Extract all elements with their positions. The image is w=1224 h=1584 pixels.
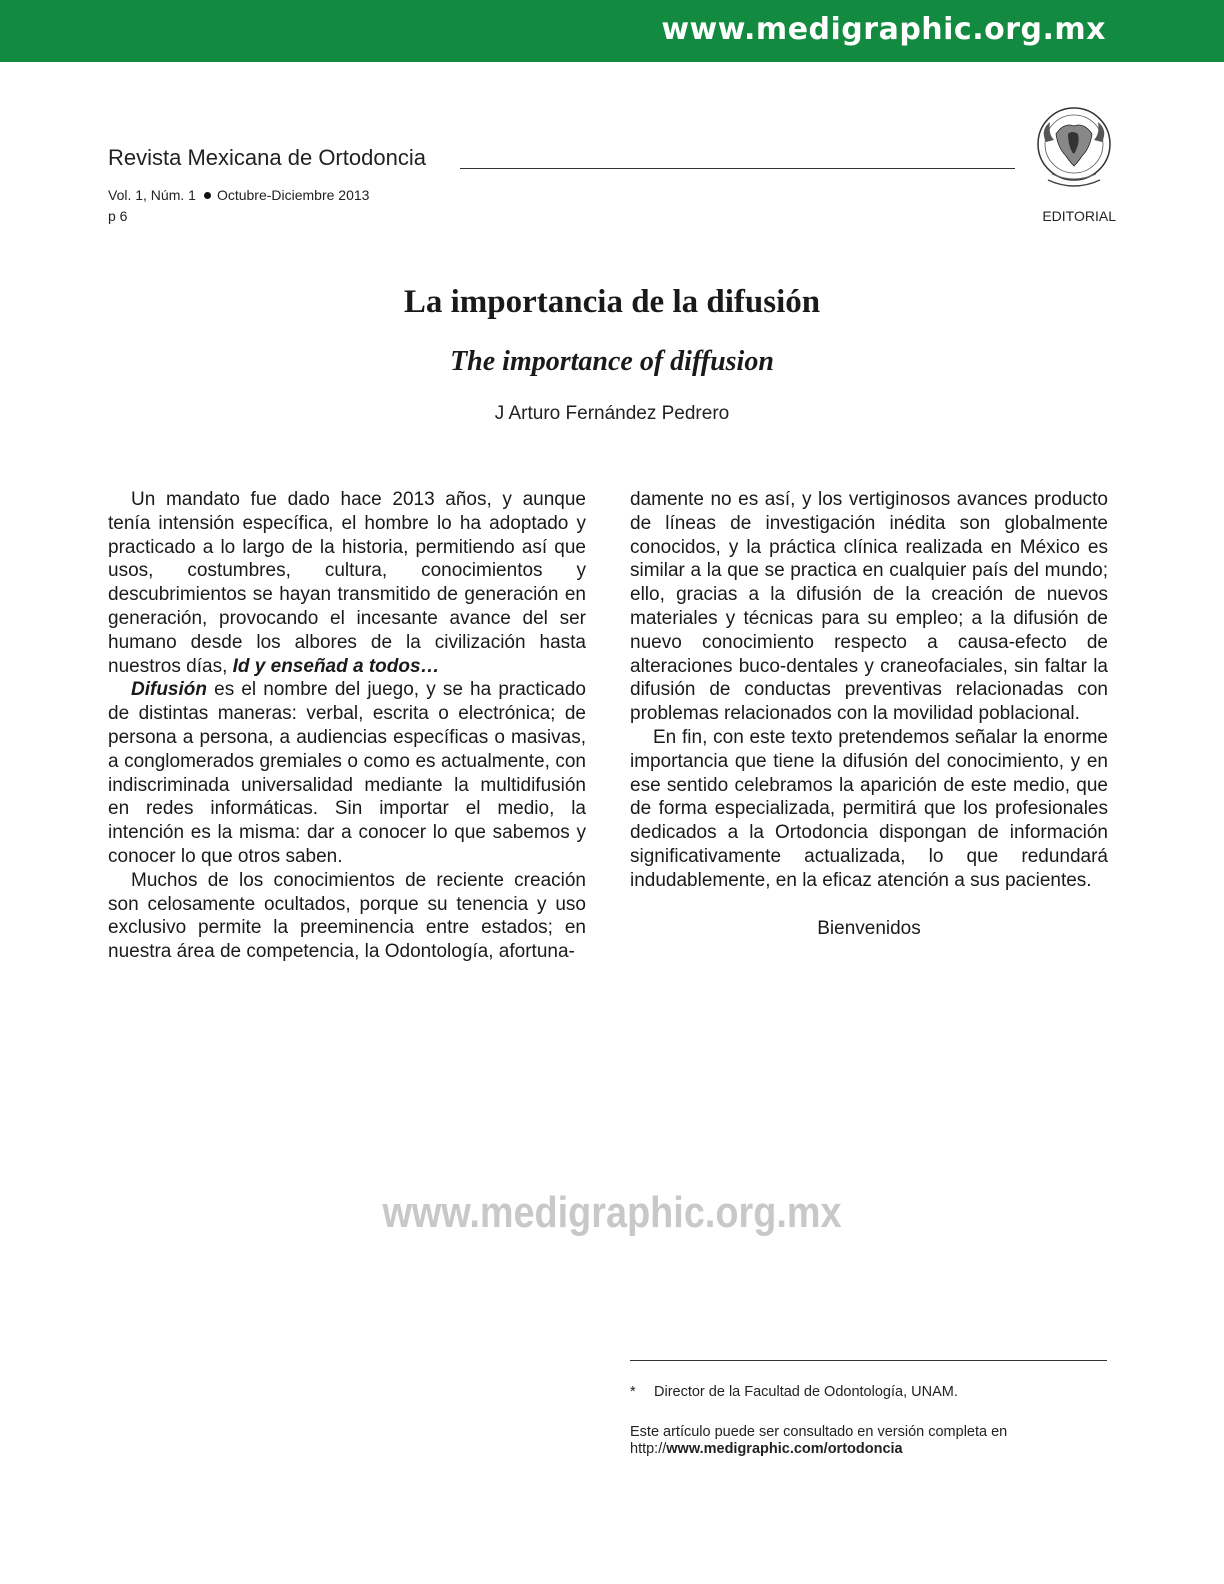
journal-title: Revista Mexicana de Ortodoncia xyxy=(108,145,426,170)
section-label: EDITORIAL xyxy=(1042,208,1116,224)
watermark: www.medigraphic.org.mx xyxy=(382,1188,842,1237)
consult-prefix: http:// xyxy=(630,1441,667,1457)
footnote-text: Director de la Facultad de Odontología, UNAM. xyxy=(654,1384,958,1400)
paragraph-3: Muchos de los conocimientos de reciente creación son celosamente ocultados, porque su tenencia y uso exclusivo permite la preeminencia entre estados; en nuestra área de competencia, la Odontología, afortuna- xyxy=(108,869,586,963)
article-title: La importancia de la difusión xyxy=(403,284,821,320)
bullet-icon xyxy=(204,192,211,199)
page-number: p 6 xyxy=(108,208,128,224)
body-column-right xyxy=(630,488,1108,940)
closing-line: Bienvenidos xyxy=(817,917,921,939)
consult-note xyxy=(630,1424,1107,1458)
paragraph-3-continued: damente no es así, y los vertiginosos avances producto de líneas de investigación inédita son globalmente conocidos, y la práctica clínica realizada en México es similar a la que se practica en cualquier país del mundo; ello, gracias a la difusión de la creación de nuevos materiales y técnicas para su empleo; a la difusión de nuevo conocimiento respecto a causa-efecto de alteraciones buco-dentales y craneofaciales, sin faltar la difusión de conductas preventivas relacionadas con problemas relacionados con la movilidad poblacional. xyxy=(630,489,1108,725)
paragraph-4: En fin, con este texto pretendemos señalar la enorme importancia que tiene la difusión del conocimiento, y en ese sentido celebramos la aparición de este medio, que de forma especializada, permitirá que los profesionales dedicados a la Ortodoncia dispongan de información significativamente actualizada, lo que redundará indudablemente, en la eficaz atención a sus pacientes. xyxy=(630,726,1108,891)
volume-line xyxy=(108,187,369,203)
footnote-rule xyxy=(630,1360,1107,1361)
consult-url-link[interactable]: www.medigraphic.com/ortodoncia xyxy=(666,1441,903,1457)
article-author: J Arturo Fernández Pedrero xyxy=(494,403,730,424)
paragraph-1: Un mandato fue dado hace 2013 años, y aunque tenía intensión específica, el hombre lo ha adoptado y practicado a lo largo de la historia, permitiendo así que usos, costumbres, cultura, conocimientos y descubrimientos se hayan transmitido de generación en generación, provocando el incesante avance del ser humano desde los albores de la civilización hasta nuestros días, Id y enseñad a todos… xyxy=(108,489,586,677)
emphasis-text: Id y enseñad a todos… xyxy=(232,655,440,677)
top-banner xyxy=(0,0,1224,62)
volume-number: Vol. 1, Núm. 1 xyxy=(108,187,196,203)
emphasis-text: Difusión xyxy=(131,679,207,701)
paragraph-2: Difusión es el nombre del juego, y se ha practicado de distintas maneras: verbal, escrita o electrónica; de persona a persona, a audiencias específicas o masivas, a conglomerados gremiales o como es actualmente, con indiscriminada universalidad mediante la multidifusión en redes informáticas. Sin importar el medio, la intención es la misma: dar a conocer lo que sabemos y conocer lo que otros saben. xyxy=(108,679,586,867)
footnote xyxy=(630,1384,958,1400)
body-column-left xyxy=(108,488,586,964)
article-subtitle: The importance of diffusion xyxy=(450,346,774,377)
consult-text: Este artículo puede ser consultado en versión completa en xyxy=(630,1424,1008,1440)
footnote-mark: * xyxy=(630,1384,636,1400)
banner-url-link[interactable]: www.medigraphic.org.mx xyxy=(661,12,1106,47)
header-rule xyxy=(460,168,1015,169)
unam-seal-icon xyxy=(1034,104,1114,192)
issue-date: Octubre-Diciembre 2013 xyxy=(216,187,370,203)
